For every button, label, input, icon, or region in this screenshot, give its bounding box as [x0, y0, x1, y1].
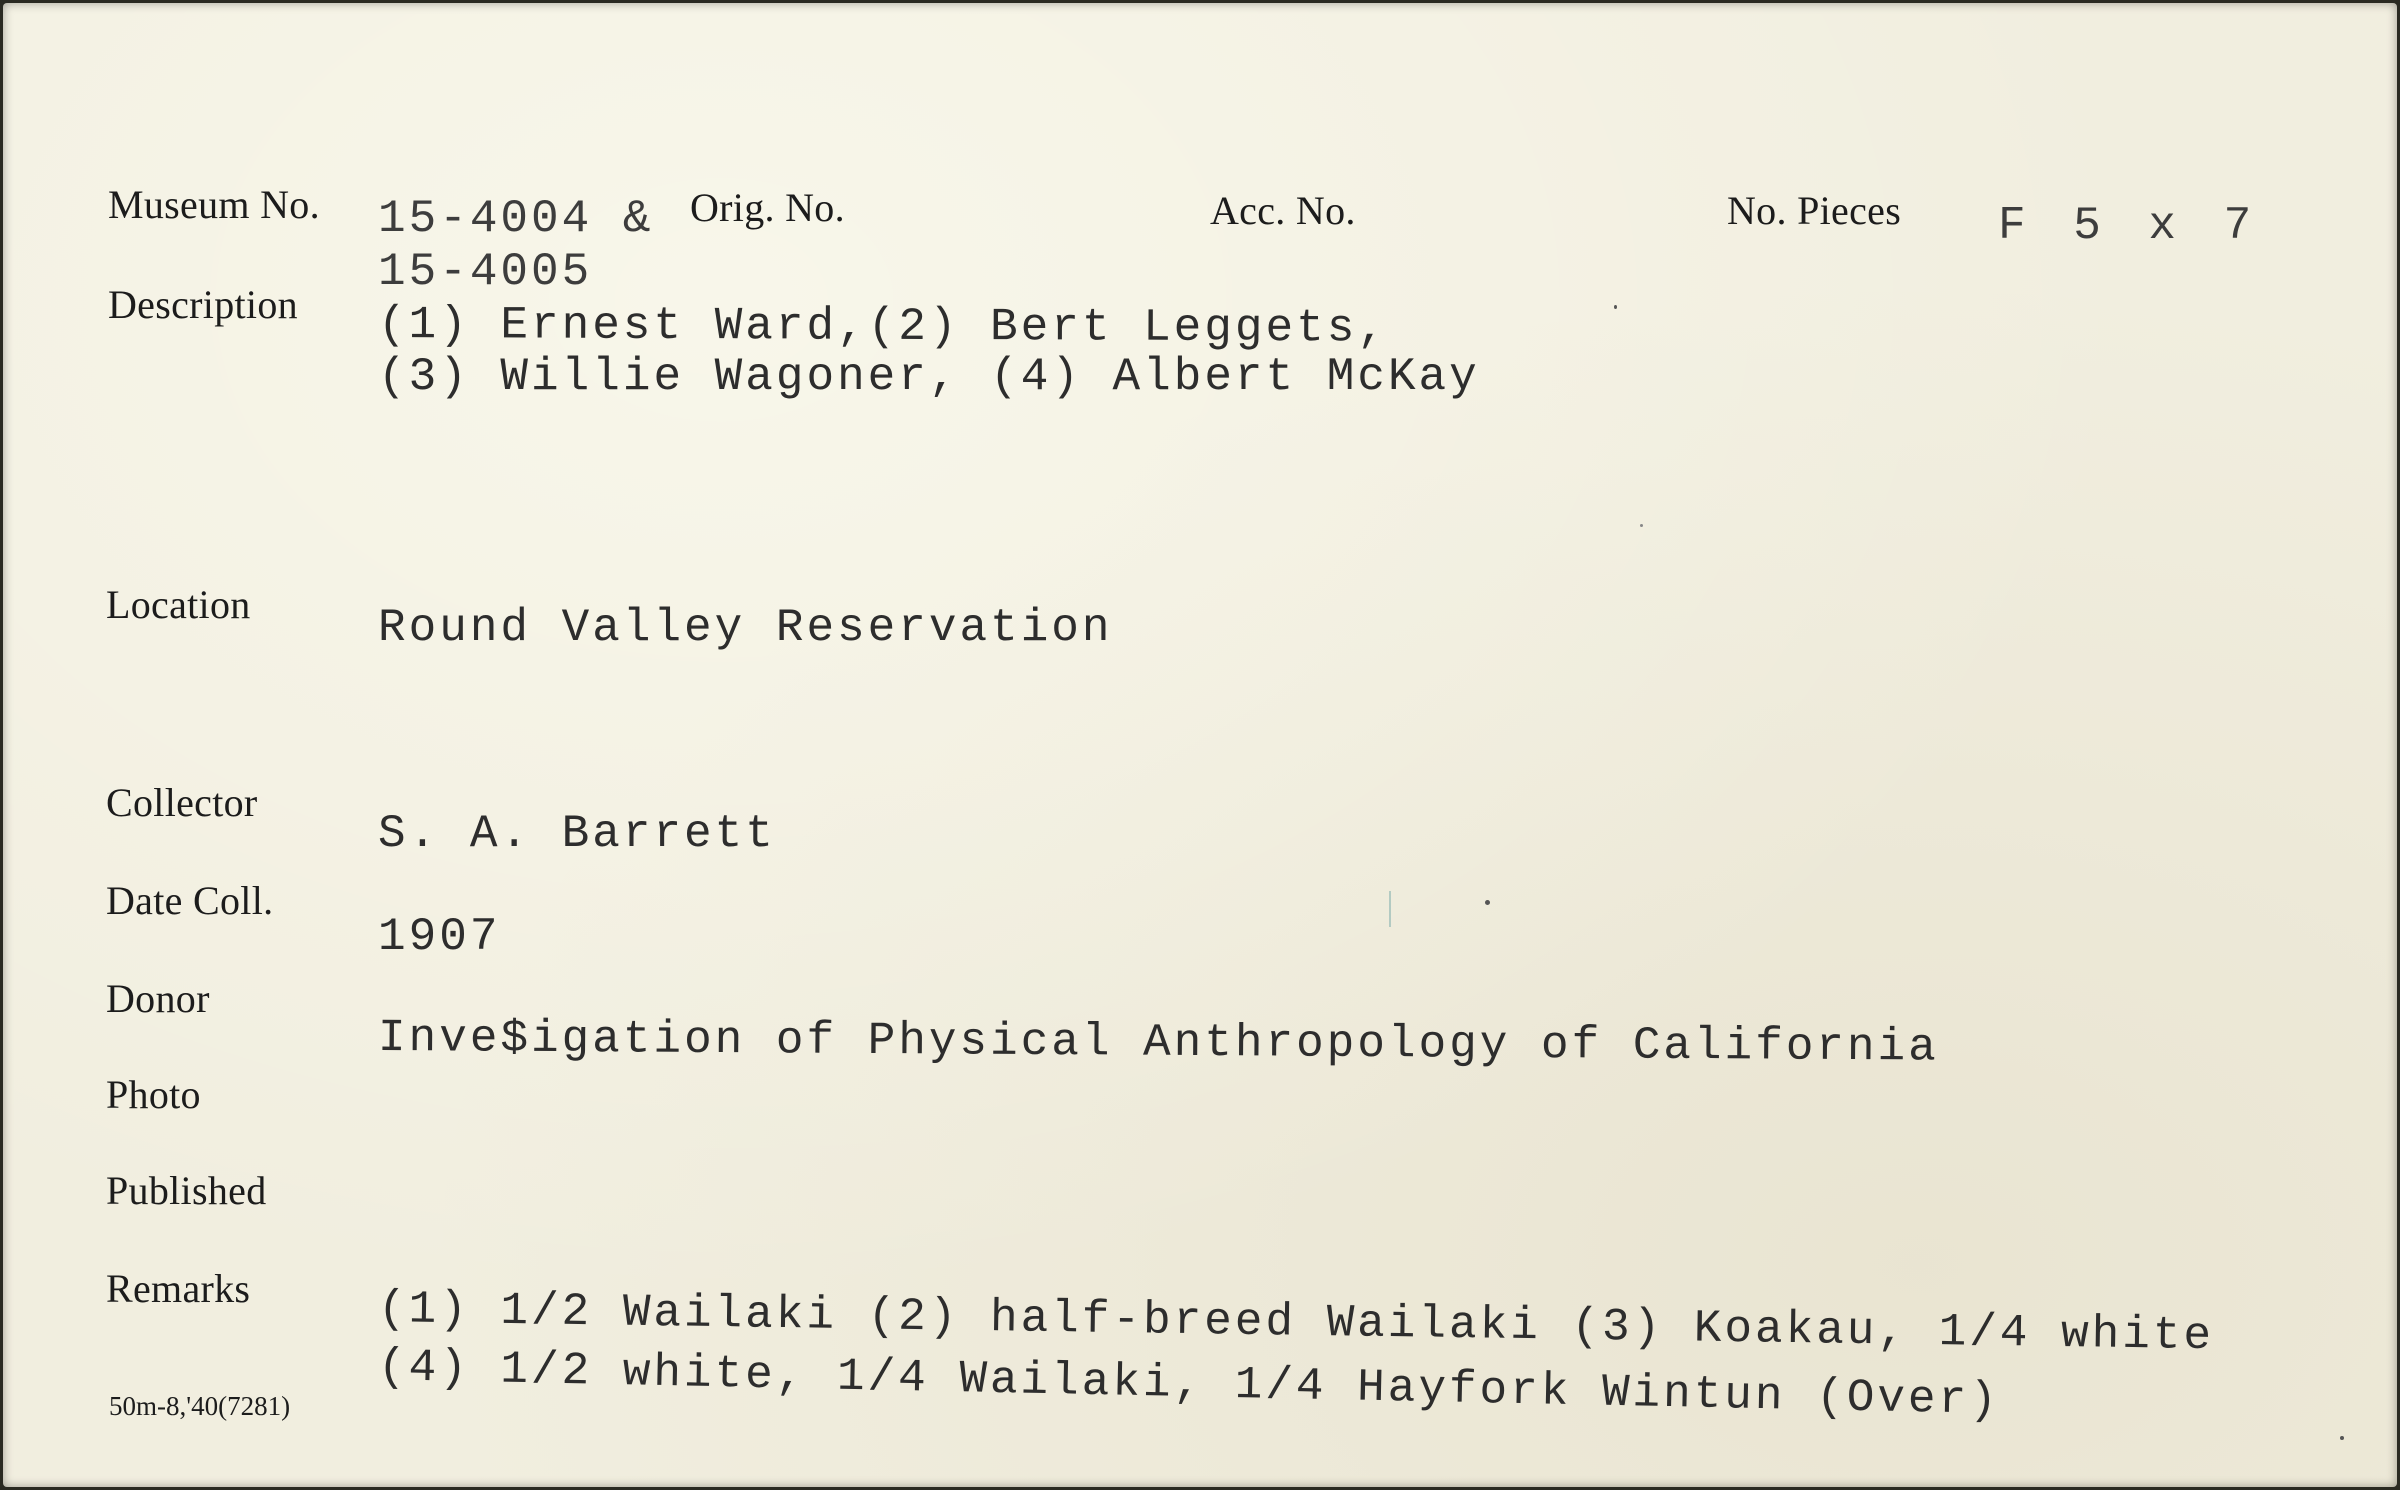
remarks-value-line2: (4) 1/2 white, 1/4 Wailaki, 1/4 Hayfork Wintun (Over)	[377, 1341, 2001, 1427]
photo-label: Photo	[106, 1072, 201, 1117]
location-value: Round Valley Reservation	[378, 602, 1113, 654]
description-value-line1: (1) Ernest Ward,(2) Bert Leggets,	[377, 299, 1389, 355]
description-value-line2: (3) Willie Wagoner, (4) Albert McKay	[378, 351, 1480, 403]
published-label: Published	[106, 1168, 267, 1213]
donor-label: Donor	[106, 976, 210, 1021]
paper-mark	[1389, 891, 1391, 927]
date-coll-value: 1907	[378, 911, 501, 963]
remarks-label: Remarks	[106, 1266, 251, 1311]
collector-label: Collector	[106, 780, 258, 825]
form-code: 50m-8,'40(7281)	[109, 1391, 291, 1421]
paper-speck	[1614, 305, 1617, 309]
orig-no-label: Orig. No.	[690, 185, 845, 230]
catalog-card	[3, 3, 2397, 1487]
description-label: Description	[108, 282, 298, 327]
museum-no-value-line1: 15-4004 &	[378, 193, 654, 245]
remarks-value-line1: (1) 1/2 Wailaki (2) half-breed Wailaki (3) Koakau, 1/4 white	[377, 1283, 2215, 1363]
location-label: Location	[106, 582, 251, 627]
collector-value: S. A. Barrett	[378, 808, 776, 860]
museum-no-value-line2: 15-4005	[378, 246, 593, 298]
paper-speck	[1485, 900, 1490, 905]
paper-speck	[1640, 524, 1643, 527]
paper-speck	[2340, 1436, 2344, 1440]
no-pieces-value: F 5 x 7	[1998, 200, 2262, 252]
museum-no-label: Museum No.	[108, 182, 320, 227]
donor-value: Inve$igation of Physical Anthropology of California	[377, 1012, 1939, 1074]
date-coll-label: Date Coll.	[106, 878, 274, 923]
no-pieces-label: No. Pieces	[1727, 188, 1902, 233]
acc-no-label: Acc. No.	[1210, 188, 1356, 233]
